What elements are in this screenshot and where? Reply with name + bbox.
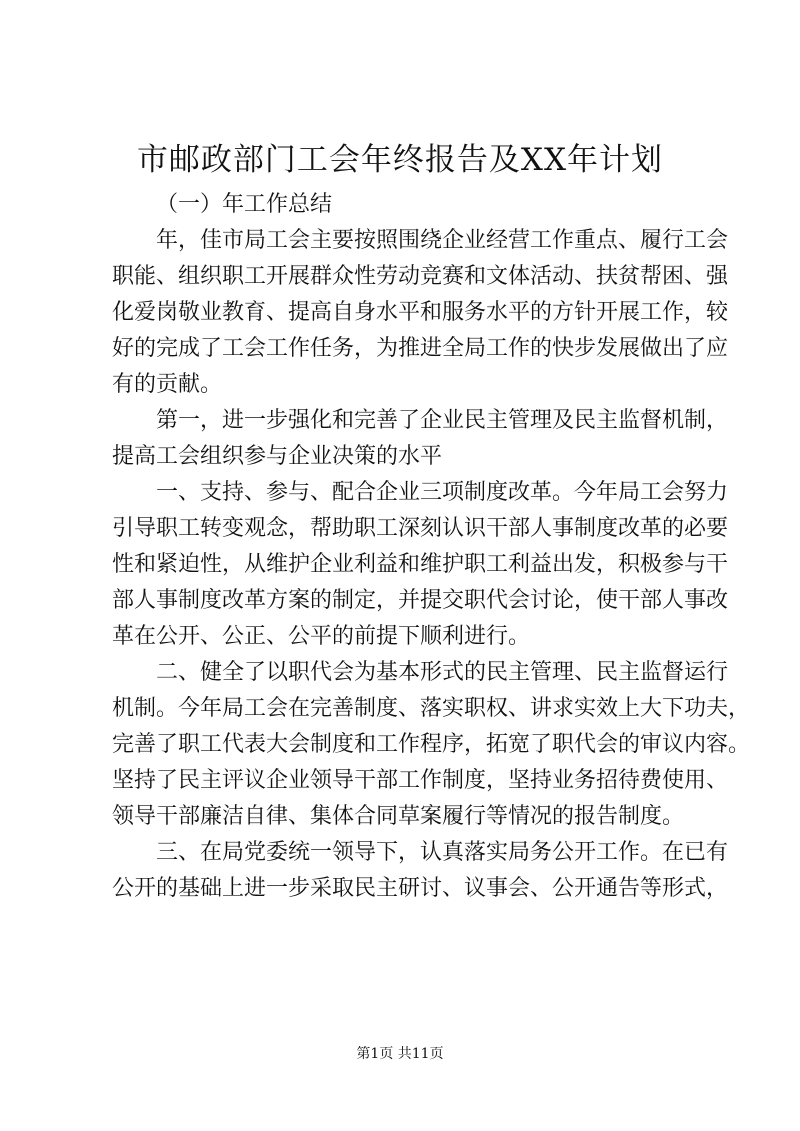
paragraph-line: 坚持了民主评议企业领导干部工作制度，坚持业务招待费使用、 <box>112 768 729 793</box>
paragraph <box>112 403 729 475</box>
paragraph <box>112 835 729 907</box>
paragraph-line: 年，佳市局工会主要按照围绕企业经营工作重点、履行工会 <box>156 228 729 253</box>
document-body <box>112 223 751 907</box>
paragraph-line: 一、支持、参与、配合企业三项制度改革。今年局工会努力 <box>156 480 729 505</box>
paragraph-line: 引导职工转变观念，帮助职工深刻认识干部人事制度改革的必要 <box>112 516 729 541</box>
paragraph-line: 公开的基础上进一步采取民主研讨、议事会、公开通告等形式， <box>112 876 729 901</box>
paragraph-line: 二、健全了以职代会为基本形式的民主管理、民主监督运行 <box>156 660 729 685</box>
section-heading: （一）年工作总结 <box>156 192 333 217</box>
paragraph-line: 化爱岗敬业教育、提高自身水平和服务水平的方针开展工作，较 <box>112 300 729 325</box>
paragraph-line: 性和紧迫性，从维护企业利益和维护职工利益出发，积极参与干 <box>112 552 729 577</box>
paragraph-line: 领导干部廉洁自律、集体合同草案履行等情况的报告制度。 <box>112 804 685 829</box>
paragraph <box>112 475 729 655</box>
document-title: 市邮政部门工会年终报告及XX年计划 <box>136 142 664 178</box>
paragraph-line: 提高工会组织参与企业决策的水平 <box>112 444 443 469</box>
paragraph-line: 职能、组织职工开展群众性劳动竞赛和文体活动、扶贫帮困、强 <box>112 264 729 289</box>
paragraph-line: 三、在局党委统一领导下，认真落实局务公开工作。在已有 <box>156 840 729 865</box>
paragraph-line: 机制。今年局工会在完善制度、落实职权、讲求实效上大下功夫， <box>112 696 751 721</box>
page-footer: 第1页 共11页 <box>356 1046 444 1062</box>
paragraph-line: 第一，进一步强化和完善了企业民主管理及民主监督机制， <box>156 408 729 433</box>
paragraph-line: 部人事制度改革方案的制定，并提交职代会讨论，使干部人事改 <box>112 588 729 613</box>
paragraph-line: 有的贡献。 <box>112 372 223 397</box>
paragraph-line: 好的完成了工会工作任务，为推进全局工作的快步发展做出了应 <box>112 336 729 361</box>
paragraph-line: 革在公开、公正、公平的前提下顺利进行。 <box>112 624 531 649</box>
paragraph <box>112 655 751 835</box>
paragraph <box>112 223 729 403</box>
paragraph-line: 完善了职工代表大会制度和工作程序，拓宽了职代会的审议内容。 <box>112 732 751 757</box>
